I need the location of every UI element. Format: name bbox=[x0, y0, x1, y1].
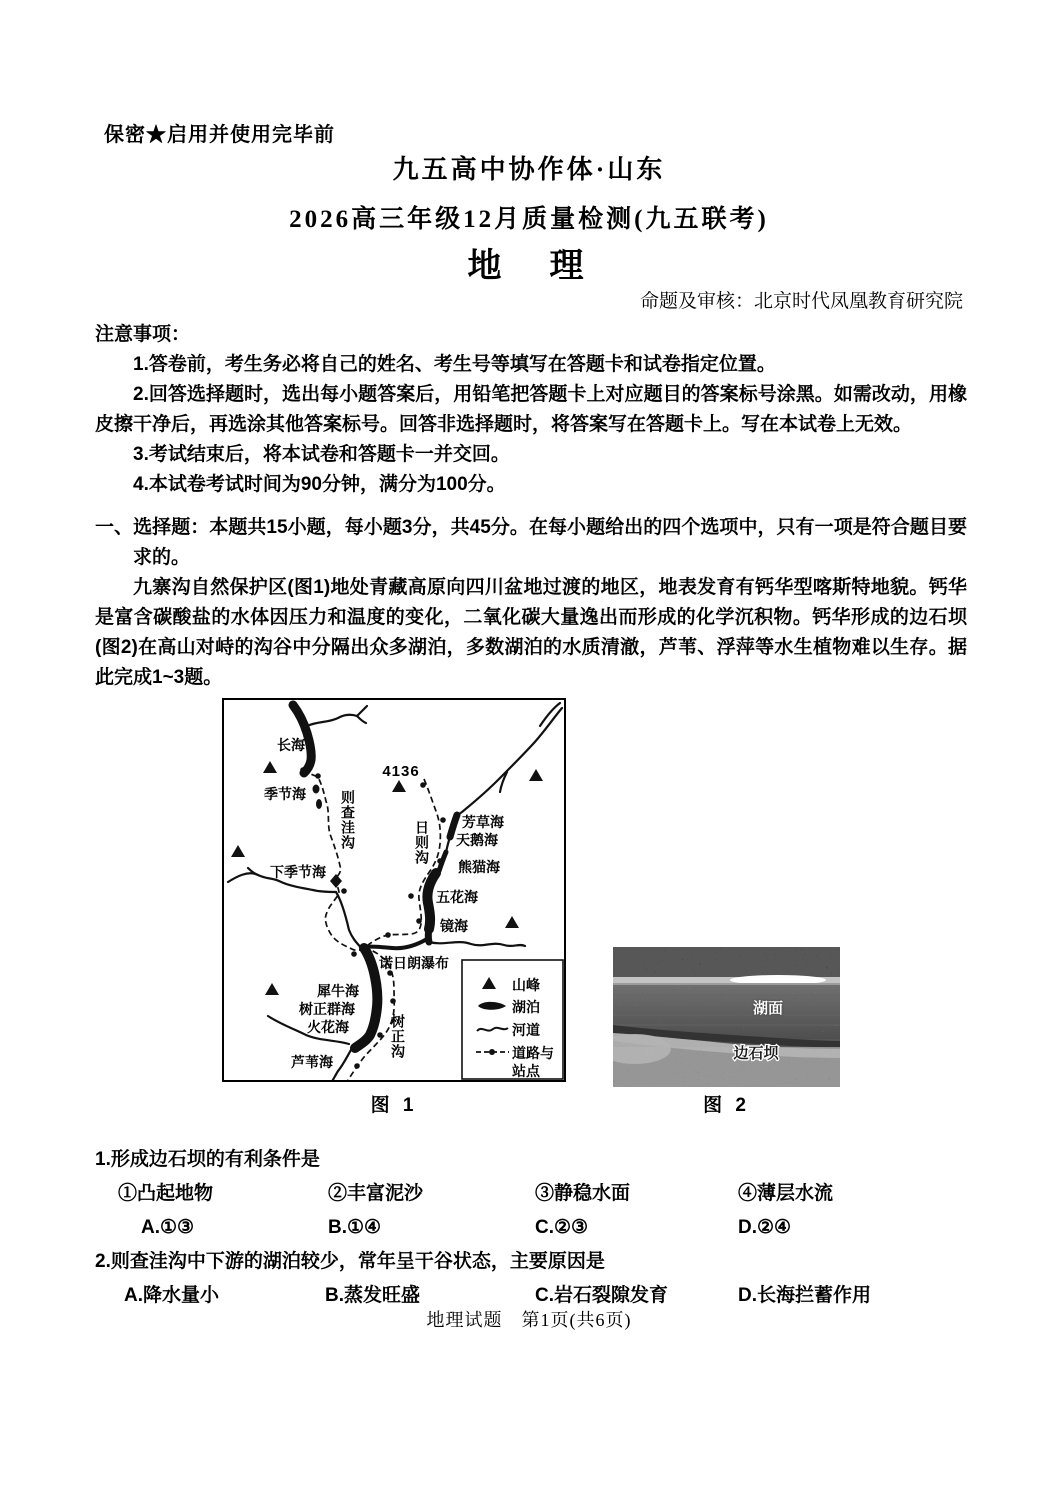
suboption-4: ④薄层水流 bbox=[738, 1183, 834, 1204]
q1-option-d: D.②④ bbox=[738, 1217, 792, 1238]
section1-heading: 一、选择题：本题共15小题，每小题3分，共45分。在每小题给出的四个选项中，只有一项是符合题目要求的。 bbox=[95, 517, 967, 568]
section1-passage: 九寨沟自然保护区(图1)地处青藏高原向四川盆地过渡的地区，地表发育有钙华型喀斯特地貌。钙华是富含碳酸盐的水体因压力和温度的变化，二氧化碳大量逸出而形成的化学沉积物。钙华形成的边石坝(图2)在高山对峙的沟谷中分隔出众多湖泊，多数湖泊的水质清澈，芦苇、浮萍等水生植物难以生存。据此完成1~3题。 bbox=[95, 577, 967, 688]
figure2-photo bbox=[613, 947, 840, 1087]
waterfall-stream bbox=[364, 939, 427, 948]
figure1-map bbox=[222, 698, 566, 1082]
page-footer: 地理试题 第1页(共6页) bbox=[426, 1310, 632, 1330]
question-1-options bbox=[95, 1211, 967, 1245]
map-label-xiniuhai: 犀牛海 bbox=[317, 983, 359, 999]
question-2-stem: 2.则查洼沟中下游的湖泊较少，常年呈干谷状态，主要原因是 bbox=[95, 1251, 605, 1272]
map-label-elevation: 4136 bbox=[382, 763, 420, 780]
map-label-huohuahai: 火花海 bbox=[307, 1019, 349, 1035]
organization-title: 九五高中协作体·山东 bbox=[392, 155, 666, 184]
legend-river-label: 河道 bbox=[512, 1022, 540, 1038]
map-label-tianehai: 天鹅海 bbox=[456, 832, 498, 848]
questions-block bbox=[95, 1143, 967, 1313]
map-label-shuzhengqunhai: 树正群海 bbox=[299, 1001, 355, 1017]
exam-title: 2026高三年级12月质量检测(九五联考) bbox=[289, 206, 769, 233]
map-label-rizegou: 日则沟 bbox=[414, 820, 430, 865]
security-notice: 保密★启用并使用完毕前 bbox=[104, 124, 335, 146]
notes-block bbox=[95, 320, 967, 500]
legend-lake-label: 湖泊 bbox=[512, 999, 540, 1015]
question-1-stem: 1.形成边石坝的有利条件是 bbox=[95, 1149, 320, 1170]
legend-road-label-1: 道路与 bbox=[512, 1045, 554, 1061]
map-label-zechawagou: 则查洼沟 bbox=[340, 790, 356, 850]
map-label-shuzhenggou: 树正沟 bbox=[390, 1014, 406, 1059]
q1-option-b: B.①④ bbox=[328, 1217, 382, 1238]
legend-peak-label: 山峰 bbox=[512, 977, 540, 993]
note-item-3: 3.考试结束后，将本试卷和答题卡一并交回。 bbox=[133, 444, 510, 465]
map-label-jijiehai: 季节海 bbox=[264, 786, 306, 802]
note-item-4: 4.本试卷考试时间为90分钟，满分为100分。 bbox=[133, 474, 506, 495]
legend-road-label-2: 站点 bbox=[512, 1063, 540, 1079]
suboption-3: ③静稳水面 bbox=[535, 1183, 631, 1204]
suboption-1: ①凸起地物 bbox=[118, 1183, 214, 1204]
jiuzhaigou-map-svg bbox=[224, 700, 564, 1080]
q1-option-a: A.①③ bbox=[141, 1217, 195, 1238]
notes-heading: 注意事项： bbox=[95, 324, 191, 345]
map-label-xiongmaohai: 熊猫海 bbox=[458, 859, 500, 875]
q2-option-d: D.长海拦蓄作用 bbox=[738, 1285, 872, 1306]
figure1-caption: 图 1 bbox=[370, 1095, 418, 1116]
map-legend bbox=[462, 960, 563, 1079]
legend-road-dot bbox=[489, 1049, 495, 1055]
q2-option-c: C.岩石裂隙发育 bbox=[535, 1285, 669, 1306]
map-label-xiajijiehai: 下季节海 bbox=[270, 864, 326, 880]
q2-option-b: B.蒸发旺盛 bbox=[325, 1285, 421, 1306]
note-item-2: 2.回答选择题时，选出每小题答案后，用铅笔把答题卡上对应题目的答案标号涂黑。如需改动，用橡皮擦干净后，再选涂其他答案标号。回答非选择题时，将答案写在答题卡上。写在本试卷上无效。 bbox=[95, 384, 967, 435]
suboption-2: ②丰富泥沙 bbox=[328, 1183, 424, 1204]
map-label-fangcaohai: 芳草海 bbox=[462, 814, 504, 830]
figure2-caption: 图 2 bbox=[703, 1095, 750, 1116]
photo-label-rimstone-dam: 边石坝 bbox=[733, 1045, 779, 1062]
note-item-1: 1.答卷前，考生务必将自己的姓名、考生号等填写在答题卡和试卷指定位置。 bbox=[133, 354, 776, 375]
q1-option-c: C.②③ bbox=[535, 1217, 589, 1238]
map-label-jinghai: 镜海 bbox=[440, 918, 468, 934]
reviewer-line: 命题及审核：北京时代凤凰教育研究院 bbox=[639, 291, 963, 312]
q2-option-a: A.降水量小 bbox=[124, 1285, 220, 1306]
map-label-wuhuahai: 五花海 bbox=[436, 889, 478, 905]
rimstone-photo-svg bbox=[613, 947, 840, 1087]
subject-title: 地 理 bbox=[467, 248, 591, 285]
photo-label-lake-surface: 湖面 bbox=[752, 1000, 784, 1017]
map-label-changhai: 长海 bbox=[277, 737, 305, 753]
map-label-nuorilang: 诺日朗瀑布 bbox=[379, 955, 449, 971]
section1-block bbox=[95, 513, 967, 693]
map-label-luweihai: 芦苇海 bbox=[291, 1054, 333, 1070]
question-1-suboptions bbox=[95, 1177, 967, 1211]
